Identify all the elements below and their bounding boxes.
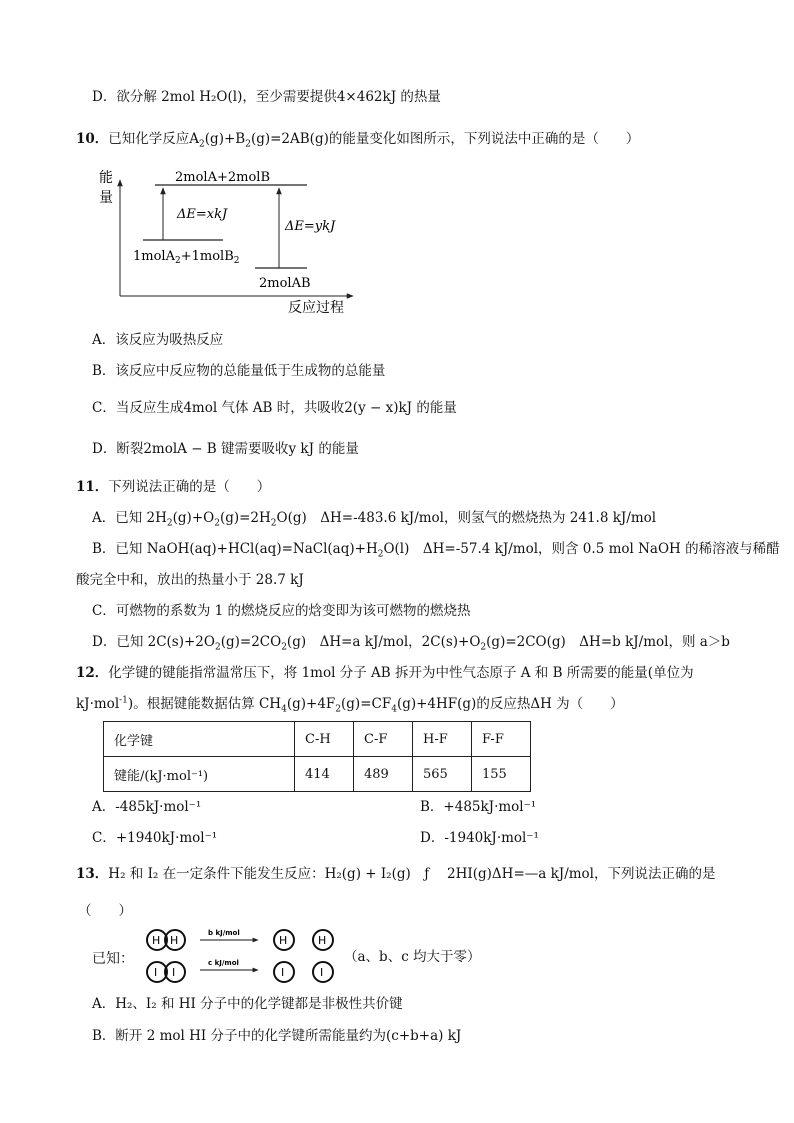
q10-stem-text: (g)=2AB(g)的能量变化如图所示，下列说法中正确的是（ ） — [250, 131, 640, 147]
q11-option-c: C．可燃物的系数为 1 的燃烧反应的焓变即为该可燃物的燃烧热 — [92, 603, 471, 619]
text: (g)+4F — [286, 696, 336, 712]
text: (g)=CF — [341, 696, 392, 712]
atom-label: I — [172, 966, 176, 979]
atom-label: I — [281, 966, 285, 979]
q11-option-d — [92, 633, 730, 651]
subscript: 2 — [335, 704, 342, 715]
subscript: 4 — [281, 704, 287, 715]
products-label: 2molAB — [259, 276, 311, 291]
text: (g) ΔH=a kJ/mol，2C(s)+O — [286, 634, 481, 650]
q11-stem-text: 下列说法正确的是（ ） — [108, 479, 271, 495]
subscript: 2 — [166, 518, 173, 529]
table-header-cell: H-F — [413, 722, 472, 757]
text: )。根据键能数据估算 CH — [127, 696, 282, 712]
dE-x-label: ΔE=xkJ — [177, 207, 228, 222]
q13-option-b: B．断开 2 mol HI 分子中的化学键所需能量约为(c+b+a) kJ — [92, 1028, 462, 1044]
text: O(l) ΔH=-57.4 kJ/mol，则含 0.5 mol NaOH 的稀溶液与稀醋 — [383, 541, 780, 557]
atom-label: H — [152, 934, 161, 947]
q12-option-d: D．-1940kJ·mol⁻¹ — [420, 830, 539, 846]
q12-option-a: A．-485kJ·mol⁻¹ — [92, 799, 202, 815]
text: (g)+O — [172, 510, 215, 526]
arrow-label-c: c kJ/mol — [208, 959, 239, 967]
dE-y-label: ΔE=ykJ — [285, 219, 336, 234]
subscript: 2 — [214, 642, 221, 653]
table-header-cell: C-F — [354, 722, 413, 757]
subscript: 2 — [281, 642, 287, 653]
q12-stem-cont — [76, 695, 624, 713]
question-number: 10． — [76, 131, 109, 147]
q13-note: （a、b、c 均大于零） — [344, 949, 481, 965]
q10-option-b: B．该反应中反应物的总能量低于生成物的总能量 — [92, 363, 386, 379]
bond-energy-table — [103, 721, 531, 792]
table-header-cell: 化学键 — [104, 722, 295, 757]
atom-label: H — [318, 934, 327, 947]
atom-label: H — [170, 934, 179, 947]
top-level-label: 2molA+2molB — [175, 170, 270, 185]
table-cell: 键能/(kJ·mol⁻¹) — [104, 757, 295, 792]
q12-option-b: B．+485kJ·mol⁻¹ — [420, 799, 537, 815]
q11-option-a — [92, 509, 656, 527]
table-header-cell: C-H — [295, 722, 354, 757]
known-label: 已知： — [92, 951, 134, 967]
question-number: 11． — [76, 479, 109, 495]
q11-option-b-cont: 酸完全中和，放出的热量小于 28.7 kJ — [76, 572, 304, 588]
table-cell: 414 — [295, 757, 354, 792]
reactants-label: 1molA$_2$+1molB$_2$ — [133, 249, 240, 266]
text: kJ·mol — [76, 696, 120, 712]
text: (g)=2CO(g) ΔH=b kJ/mol，则 a＞b — [486, 634, 730, 650]
subscript: 2 — [199, 139, 205, 150]
q10-option-d: D．断裂2molA − B 键需要吸收y kJ 的能量 — [92, 441, 359, 457]
q10-stem — [76, 130, 639, 148]
q13-stem-cont: （ ） — [78, 903, 132, 919]
energy-diagram — [95, 160, 365, 320]
q12-stem — [76, 664, 694, 682]
text: A．已知 2H — [92, 510, 167, 526]
table-header-row — [104, 722, 531, 757]
q10-stem-text: 已知化学反应A — [108, 131, 200, 147]
table-cell: 565 — [413, 757, 472, 792]
q11-stem — [76, 478, 270, 496]
q9-option-d: D．欲分解 2mol H₂O(l)，至少需要提供4×462kJ 的热量 — [92, 89, 441, 105]
q13-stem — [76, 865, 716, 883]
text: D．已知 2C(s)+2O — [92, 634, 215, 650]
arrow-label-b: b kJ/mol — [208, 929, 240, 937]
q13-option-a: A．H₂、I₂ 和 HI 分子中的化学键都是非极性共价键 — [92, 996, 403, 1012]
question-number: 12． — [76, 665, 109, 681]
subscript: 2 — [270, 518, 277, 529]
x-axis-label: 反应过程 — [288, 300, 344, 316]
table-row — [104, 757, 531, 792]
q10-option-a: A．该反应为吸热反应 — [92, 332, 224, 348]
y-axis-label: 能 — [99, 170, 113, 186]
q13-stem-text: H₂ 和 I₂ 在一定条件下能发生反应：H₂(g) + I₂(g) ƒ 2HI(g)ΔH=—a kJ/mol，下列说法正确的是 — [108, 866, 716, 882]
text: (g)=2CO — [220, 634, 282, 650]
subscript: 2 — [214, 518, 220, 529]
text: O(g) ΔH=-483.6 kJ/mol，则氢气的燃烧热为 241.8 kJ/mol — [276, 510, 657, 526]
text: (g)+4HF(g)的反应热ΔH 为（ ） — [396, 696, 624, 712]
text: (g)=2H — [219, 510, 271, 526]
table-cell: 489 — [354, 757, 413, 792]
superscript: -1 — [119, 695, 128, 706]
atom-label: I — [154, 966, 158, 979]
table-cell: 155 — [472, 757, 531, 792]
subscript: 2 — [480, 642, 487, 653]
table-header-cell: F-F — [472, 722, 531, 757]
q12-stem-text: 化学键的键能指常温常压下，将 1mol 分子 AB 拆开为中性气态原子 A 和 B 所需要的能量(单位为 — [108, 665, 694, 681]
y-axis-label: 量 — [99, 190, 113, 206]
q12-option-c: C．+1940kJ·mol⁻¹ — [92, 830, 218, 846]
question-number: 13． — [76, 866, 109, 882]
text: B．已知 NaOH(aq)+HCl(aq)=NaCl(aq)+H — [92, 541, 378, 557]
subscript: 2 — [245, 139, 251, 150]
subscript: 2 — [377, 549, 384, 560]
bond-breaking-diagram — [140, 924, 340, 990]
atom-label: H — [279, 934, 288, 947]
q10-stem-text: (g)+B — [204, 131, 246, 147]
q11-option-b — [92, 540, 780, 558]
subscript: 4 — [391, 704, 397, 715]
atom-label: I — [320, 966, 324, 979]
q10-option-c: C．当反应生成4mol 气体 AB 时，共吸收2(y − x)kJ 的能量 — [92, 400, 457, 416]
